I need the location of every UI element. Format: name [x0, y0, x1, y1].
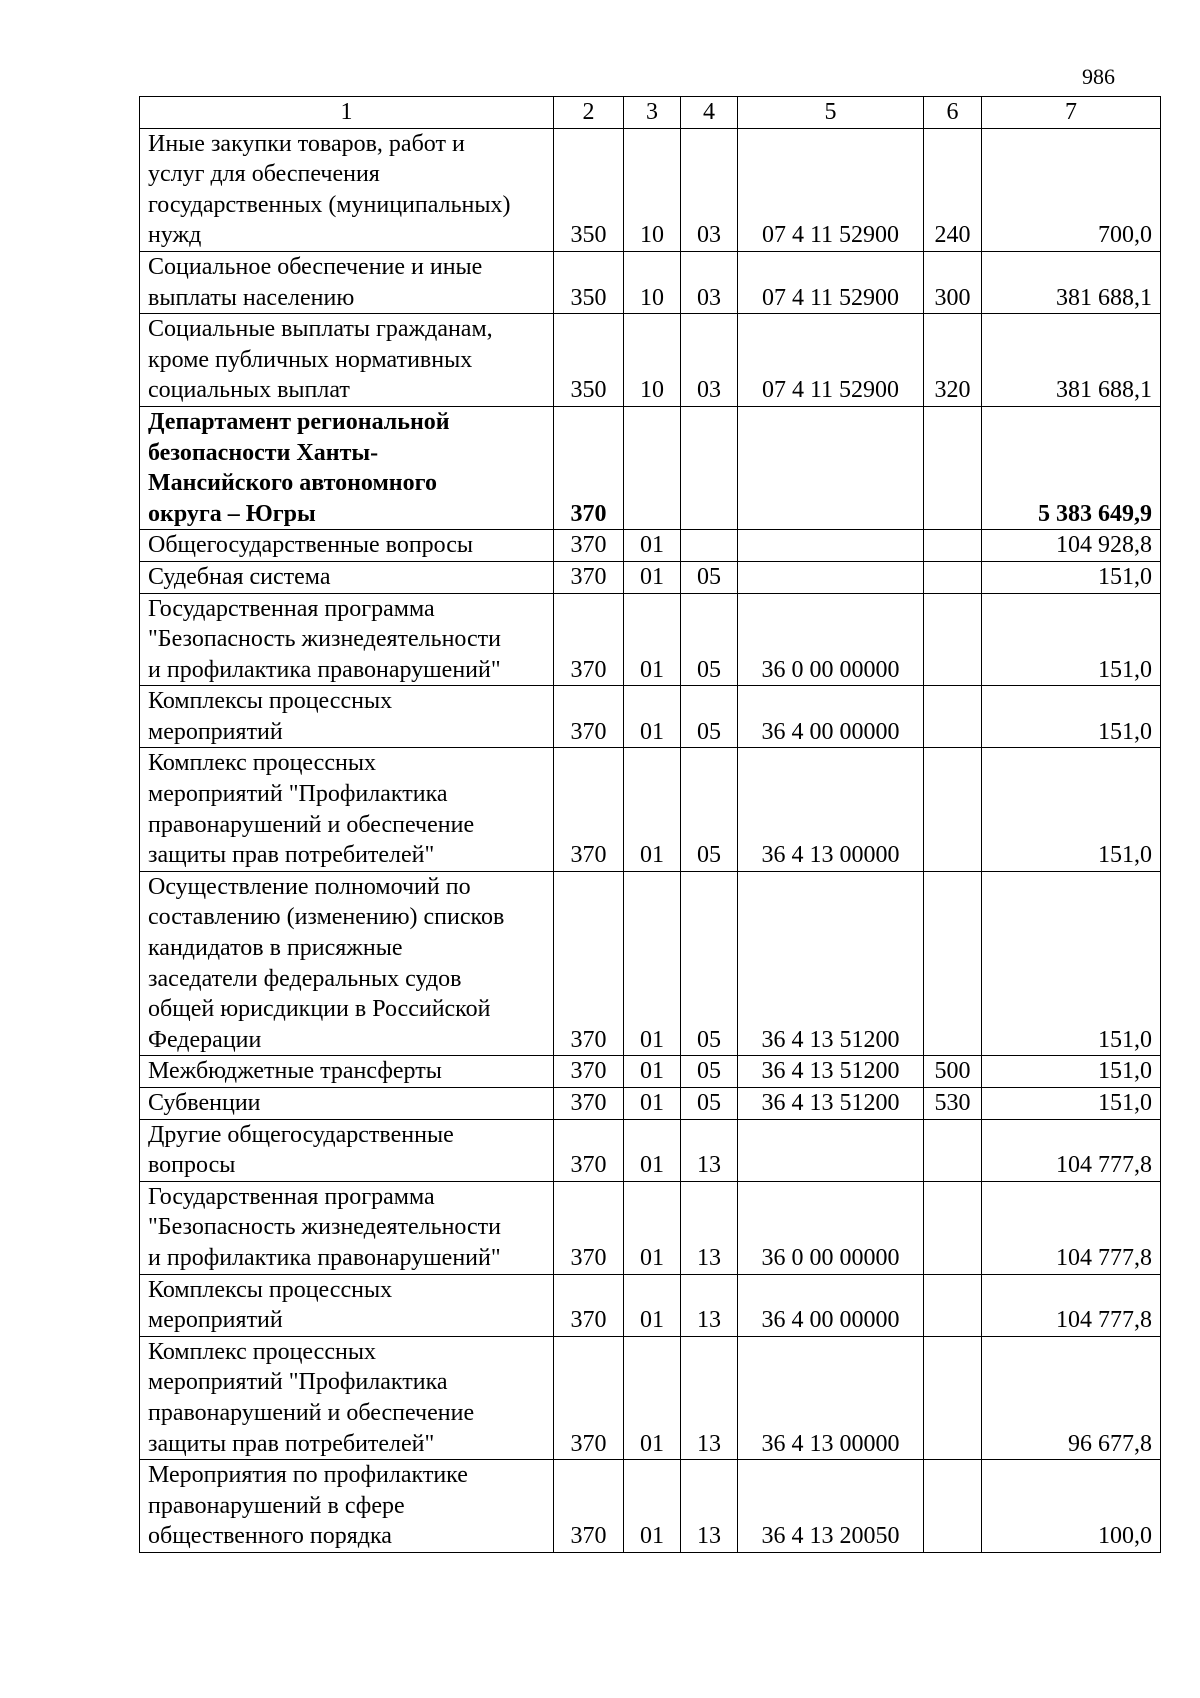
cell-subsection-code: 05 — [681, 871, 738, 1056]
cell-ministry-code: 370 — [554, 1088, 624, 1120]
cell-section-code: 10 — [624, 314, 681, 407]
table-row — [140, 1056, 1161, 1088]
cell-expense-type — [924, 1119, 982, 1181]
table-row — [140, 406, 1161, 529]
table-row — [140, 128, 1161, 251]
cell-target-article: 36 4 13 00000 — [738, 748, 924, 871]
table-row — [140, 686, 1161, 748]
cell-name: Государственная программа "Безопасность жизнедеятельности и профилактика правонарушений" — [140, 1181, 554, 1274]
cell-ministry-code: 350 — [554, 251, 624, 313]
cell-target-article — [738, 1119, 924, 1181]
table-row — [140, 1181, 1161, 1274]
table-row — [140, 748, 1161, 871]
cell-name: Осуществление полномочий по составлению (изменению) списков кандидатов в присяжные заседатели федеральных судов общей юрисдикции в Российской Федерации — [140, 871, 554, 1056]
cell-subsection-code — [681, 406, 738, 529]
cell-section-code: 01 — [624, 530, 681, 562]
header-cell-2: 2 — [554, 97, 624, 129]
header-cell-1: 1 — [140, 97, 554, 129]
header-cell-7: 7 — [982, 97, 1161, 129]
page-number: 986 — [1082, 64, 1115, 89]
cell-expense-type — [924, 530, 982, 562]
header-cell-4: 4 — [681, 97, 738, 129]
cell-ministry-code: 370 — [554, 1460, 624, 1553]
cell-section-code: 01 — [624, 1336, 681, 1459]
cell-expense-type — [924, 1460, 982, 1553]
cell-name: Субвенции — [140, 1088, 554, 1120]
cell-subsection-code: 05 — [681, 686, 738, 748]
table-row — [140, 314, 1161, 407]
cell-amount: 151,0 — [982, 1088, 1161, 1120]
cell-target-article: 36 4 13 00000 — [738, 1336, 924, 1459]
cell-target-article: 07 4 11 52900 — [738, 251, 924, 313]
cell-expense-type: 500 — [924, 1056, 982, 1088]
cell-amount: 151,0 — [982, 686, 1161, 748]
cell-target-article: 36 0 00 00000 — [738, 1181, 924, 1274]
cell-ministry-code: 370 — [554, 561, 624, 593]
cell-section-code — [624, 406, 681, 529]
cell-subsection-code: 05 — [681, 561, 738, 593]
cell-amount: 381 688,1 — [982, 314, 1161, 407]
table-row — [140, 1274, 1161, 1336]
cell-name: Комплекс процессных мероприятий "Профилактика правонарушений и обеспечение защиты прав потребителей" — [140, 748, 554, 871]
cell-ministry-code: 370 — [554, 1181, 624, 1274]
cell-target-article — [738, 561, 924, 593]
cell-expense-type — [924, 1274, 982, 1336]
table-row — [140, 530, 1161, 562]
table-row — [140, 1119, 1161, 1181]
cell-subsection-code: 05 — [681, 1056, 738, 1088]
cell-name: Мероприятия по профилактике правонарушений в сфере общественного порядка — [140, 1460, 554, 1553]
cell-name: Судебная система — [140, 561, 554, 593]
budget-table — [139, 96, 1161, 1553]
cell-section-code: 01 — [624, 1056, 681, 1088]
cell-section-code: 01 — [624, 561, 681, 593]
cell-amount: 104 777,8 — [982, 1119, 1161, 1181]
cell-section-code: 10 — [624, 128, 681, 251]
cell-expense-type — [924, 593, 982, 686]
cell-target-article: 36 4 13 51200 — [738, 1088, 924, 1120]
cell-ministry-code: 370 — [554, 1336, 624, 1459]
cell-amount: 5 383 649,9 — [982, 406, 1161, 529]
cell-ministry-code: 370 — [554, 1274, 624, 1336]
cell-subsection-code: 05 — [681, 593, 738, 686]
table-row — [140, 593, 1161, 686]
cell-name: Межбюджетные трансферты — [140, 1056, 554, 1088]
cell-subsection-code: 03 — [681, 251, 738, 313]
cell-ministry-code: 370 — [554, 748, 624, 871]
cell-ministry-code: 370 — [554, 530, 624, 562]
cell-amount: 700,0 — [982, 128, 1161, 251]
cell-section-code: 01 — [624, 1119, 681, 1181]
cell-amount: 151,0 — [982, 1056, 1161, 1088]
cell-subsection-code: 13 — [681, 1460, 738, 1553]
cell-section-code: 01 — [624, 1274, 681, 1336]
table-row — [140, 1460, 1161, 1553]
cell-expense-type: 300 — [924, 251, 982, 313]
cell-amount: 96 677,8 — [982, 1336, 1161, 1459]
cell-ministry-code: 350 — [554, 128, 624, 251]
cell-target-article: 36 4 00 00000 — [738, 686, 924, 748]
cell-section-code: 01 — [624, 748, 681, 871]
cell-section-code: 01 — [624, 593, 681, 686]
cell-expense-type: 320 — [924, 314, 982, 407]
cell-section-code: 01 — [624, 871, 681, 1056]
cell-name: Департамент региональной безопасности Ханты- Мансийского автономного округа – Югры — [140, 406, 554, 529]
cell-expense-type — [924, 1181, 982, 1274]
cell-expense-type — [924, 1336, 982, 1459]
cell-section-code: 10 — [624, 251, 681, 313]
cell-name: Общегосударственные вопросы — [140, 530, 554, 562]
cell-amount: 151,0 — [982, 748, 1161, 871]
cell-ministry-code: 350 — [554, 314, 624, 407]
cell-expense-type — [924, 748, 982, 871]
cell-name: Иные закупки товаров, работ и услуг для обеспечения государственных (муниципальных) нужд — [140, 128, 554, 251]
cell-expense-type — [924, 871, 982, 1056]
cell-expense-type — [924, 406, 982, 529]
cell-target-article: 07 4 11 52900 — [738, 314, 924, 407]
cell-section-code: 01 — [624, 686, 681, 748]
cell-ministry-code: 370 — [554, 686, 624, 748]
cell-target-article — [738, 406, 924, 529]
header-cell-5: 5 — [738, 97, 924, 129]
header-cell-6: 6 — [924, 97, 982, 129]
cell-target-article: 36 4 00 00000 — [738, 1274, 924, 1336]
table-row — [140, 251, 1161, 313]
cell-expense-type: 240 — [924, 128, 982, 251]
cell-target-article — [738, 530, 924, 562]
cell-amount: 104 777,8 — [982, 1274, 1161, 1336]
cell-subsection-code: 13 — [681, 1274, 738, 1336]
table-row — [140, 1336, 1161, 1459]
table-row — [140, 871, 1161, 1056]
cell-subsection-code: 13 — [681, 1181, 738, 1274]
cell-amount: 104 928,8 — [982, 530, 1161, 562]
cell-name: Социальные выплаты гражданам, кроме публичных нормативных социальных выплат — [140, 314, 554, 407]
cell-target-article: 36 4 13 51200 — [738, 871, 924, 1056]
cell-target-article: 07 4 11 52900 — [738, 128, 924, 251]
cell-subsection-code: 13 — [681, 1336, 738, 1459]
cell-section-code: 01 — [624, 1181, 681, 1274]
cell-target-article: 36 4 13 51200 — [738, 1056, 924, 1088]
cell-amount: 151,0 — [982, 593, 1161, 686]
cell-expense-type: 530 — [924, 1088, 982, 1120]
cell-name: Государственная программа "Безопасность жизнедеятельности и профилактика правонарушений" — [140, 593, 554, 686]
cell-amount: 100,0 — [982, 1460, 1161, 1553]
cell-target-article: 36 4 13 20050 — [738, 1460, 924, 1553]
cell-subsection-code: 03 — [681, 314, 738, 407]
table-row — [140, 1088, 1161, 1120]
cell-target-article: 36 0 00 00000 — [738, 593, 924, 686]
cell-subsection-code: 05 — [681, 1088, 738, 1120]
cell-ministry-code: 370 — [554, 1119, 624, 1181]
cell-ministry-code: 370 — [554, 406, 624, 529]
cell-subsection-code: 13 — [681, 1119, 738, 1181]
cell-subsection-code — [681, 530, 738, 562]
table-row — [140, 561, 1161, 593]
cell-name: Комплексы процессных мероприятий — [140, 1274, 554, 1336]
cell-section-code: 01 — [624, 1460, 681, 1553]
cell-name: Другие общегосударственные вопросы — [140, 1119, 554, 1181]
cell-expense-type — [924, 561, 982, 593]
cell-amount: 381 688,1 — [982, 251, 1161, 313]
cell-name: Комплексы процессных мероприятий — [140, 686, 554, 748]
cell-section-code: 01 — [624, 1088, 681, 1120]
cell-amount: 104 777,8 — [982, 1181, 1161, 1274]
cell-ministry-code: 370 — [554, 593, 624, 686]
table-body — [140, 97, 1161, 1553]
cell-name: Социальное обеспечение и иные выплаты населению — [140, 251, 554, 313]
cell-expense-type — [924, 686, 982, 748]
table-header-row — [140, 97, 1161, 129]
header-cell-3: 3 — [624, 97, 681, 129]
cell-amount: 151,0 — [982, 871, 1161, 1056]
cell-amount: 151,0 — [982, 561, 1161, 593]
cell-subsection-code: 03 — [681, 128, 738, 251]
cell-name: Комплекс процессных мероприятий "Профилактика правонарушений и обеспечение защиты прав потребителей" — [140, 1336, 554, 1459]
cell-ministry-code: 370 — [554, 1056, 624, 1088]
cell-subsection-code: 05 — [681, 748, 738, 871]
cell-ministry-code: 370 — [554, 871, 624, 1056]
